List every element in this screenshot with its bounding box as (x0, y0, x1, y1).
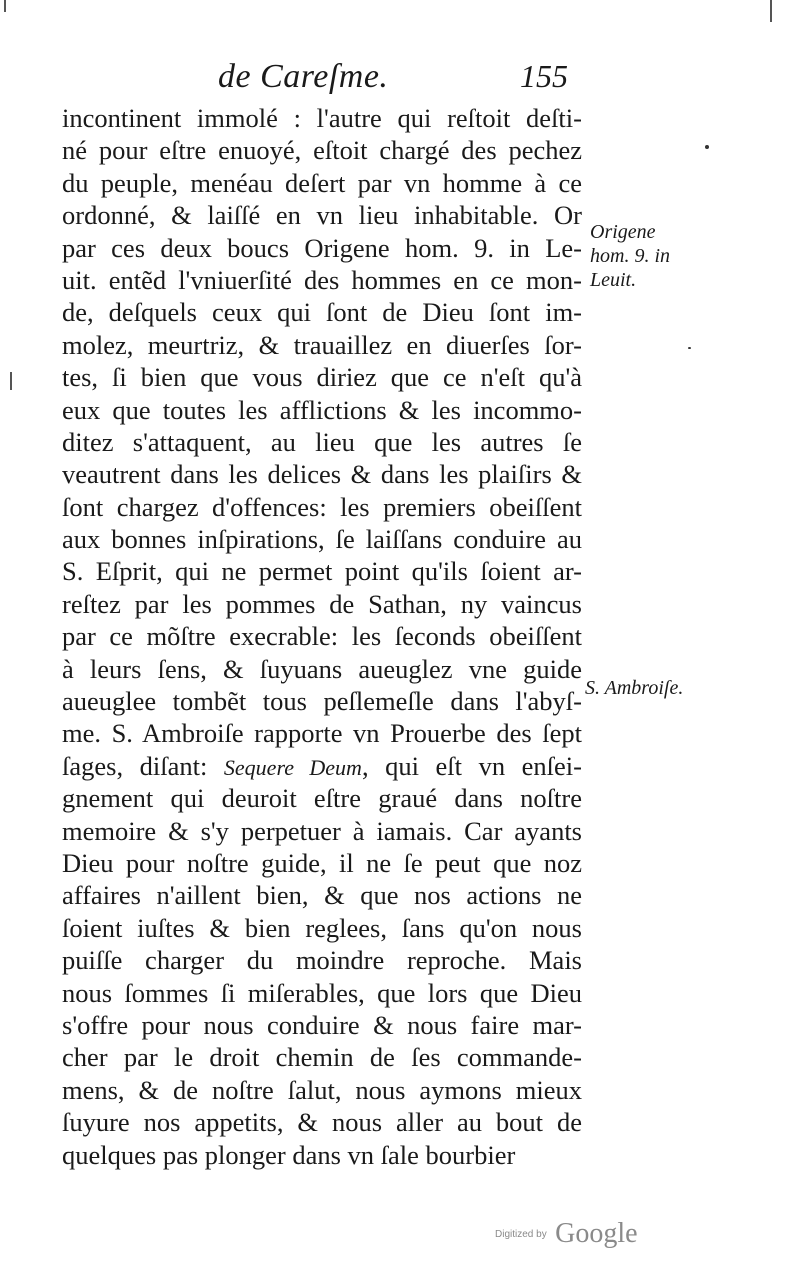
margin-note-line: hom. 9. in (590, 245, 670, 267)
text-fragment: ſages, diſant: (62, 750, 224, 781)
text-line: quelques pas plonger dans vn ſale bourbier (62, 1139, 516, 1170)
margin-note-line: Leuit. (590, 269, 637, 291)
running-header (0, 58, 787, 98)
text-line-with-quote (62, 750, 582, 782)
text-line: tes, ſi bien que vous diriez que ce n'eſt qu'à (62, 362, 582, 393)
text-line: à leurs ſens, & ſuyuans aueuglez vne guide (62, 653, 582, 684)
text-line: ſoient iuſtes & bien reglees, ſans qu'on nous (62, 912, 582, 943)
text-line: gnement qui deuroit eſtre graué dans noſtre (62, 783, 582, 814)
text-line: veautrent dans les delices & dans les plaiſirs & (62, 459, 582, 490)
margin-note-line: Origene (590, 221, 656, 243)
watermark-prefix: Digitized by (495, 1228, 547, 1240)
text-line: ordonné, & laiſſé en vn lieu inhabitable. Or (62, 200, 582, 231)
inline-quote: Sequere Deum (223, 754, 362, 780)
text-line: par ce mõſtre execrable: les ſeconds obeiſſent (62, 621, 582, 652)
text-line: nous ſommes ſi miſerables, que lors que Dieu (62, 977, 582, 1008)
ink-speck (705, 145, 709, 149)
google-logo: Google (555, 1218, 638, 1249)
text-line: cher par le droit chemin de ſes commande- (62, 1042, 582, 1073)
text-line: memoire & s'y perpetuer à iamais. Car ayants (62, 815, 582, 846)
text-line: ſont chargez d'offences: les premiers obeiſſent (62, 491, 582, 522)
text-line: affaires n'aillent bien, & que nos actions ne (62, 880, 582, 911)
page-edge-mark (10, 372, 12, 390)
text-line: Dieu pour noſtre guide, il ne ſe peut que noz (62, 847, 582, 878)
text-line: de, deſquels ceux qui ſont de Dieu ſont im- (62, 297, 582, 328)
page-edge-mark (770, 0, 772, 22)
margin-note-ambroise (585, 676, 715, 700)
body-text (62, 102, 582, 1171)
page-number: 155 (520, 58, 568, 94)
text-line: S. Eſprit, qui ne permet point qu'ils ſoient ar- (62, 556, 582, 587)
text-line: reſtez par les pommes de Sathan, ny vaincus (62, 588, 582, 619)
text-line: s'offre pour nous conduire & nous faire mar- (62, 1009, 582, 1040)
text-line: aux bonnes inſpirations, ſe laiſſans conduire au (62, 524, 582, 555)
text-line: puiſſe charger du moindre reproche. Mais (62, 945, 582, 976)
margin-note-origene (590, 220, 720, 292)
page-edge-mark (4, 0, 6, 12)
text-line: du peuple, menéau deſert par vn homme à ce (62, 167, 582, 198)
text-line: molez, meurtriz, & trauaillez en diuerſes ſor- (62, 329, 582, 360)
margin-note-line: S. Ambroiſe. (585, 677, 684, 699)
text-line: aueuglee tombẽt tous peſlemeſle dans l'abyſ- (62, 686, 582, 717)
text-fragment: , qui eſt vn enſei- (361, 750, 582, 781)
ink-speck (688, 347, 691, 349)
digitized-watermark (495, 1218, 638, 1250)
text-line: mens, & de noſtre ſalut, nous aymons mieux (62, 1074, 582, 1105)
text-line: par ces deux boucs Origene hom. 9. in Le- (62, 232, 582, 263)
text-line: incontinent immolé : l'autre qui reſtoit deſti- (62, 103, 582, 133)
text-line: eux que toutes les afflictions & les incommo- (62, 394, 582, 425)
header-title: de Careſme. (218, 58, 389, 95)
text-line: ſuyure nos appetits, & nous aller au bout de (62, 1107, 582, 1138)
text-line: né pour eſtre enuoyé, eſtoit chargé des pechez (62, 135, 582, 166)
text-line: uit. entẽd l'vniuerſité des hommes en ce mon- (62, 264, 582, 295)
text-line: me. S. Ambroiſe rapporte vn Prouerbe des ſept (62, 718, 582, 749)
text-line: ditez s'attaquent, au lieu que les autres ſe (62, 426, 582, 457)
